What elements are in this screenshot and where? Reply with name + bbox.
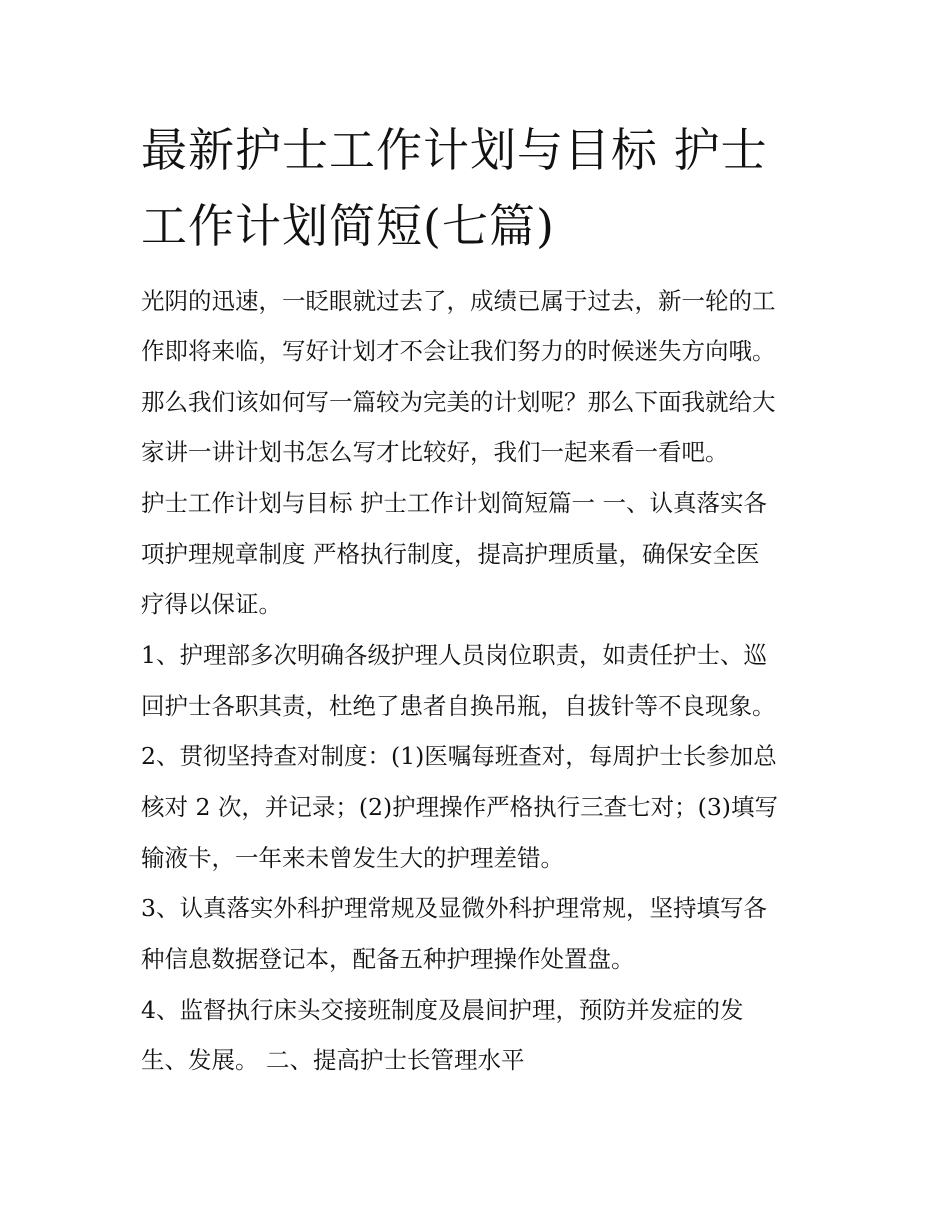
text-line: 1、护理部多次明确各级护理人员岗位职责，如责任护士、巡	[141, 641, 767, 669]
title-line-1: 最新护士工作计划与目标 护士	[141, 123, 768, 177]
text-line: 3、认真落实外科护理常规及显微外科护理常规，坚持填写各	[141, 894, 767, 922]
text-line: 2、贯彻坚持查对制度：(1)医嘱每班查对，每周护士长参加总	[141, 742, 777, 770]
text-line: 作即将来临，写好计划才不会让我们努力的时候迷失方向哦。	[141, 337, 776, 365]
text-line: 生、发展。 二、提高护士长管理水平	[141, 1046, 525, 1074]
title-line-2: 工作计划简短(七篇)	[141, 199, 555, 253]
text-line: 疗得以保证。	[141, 590, 282, 618]
text-line: 光阴的迅速，一眨眼就过去了，成绩已属于过去，新一轮的工	[141, 287, 776, 315]
text-line: 家讲一讲计划书怎么写才比较好，我们一起来看一看吧。	[141, 438, 729, 466]
text-line: 核对 2 次，并记录；(2)护理操作严格执行三查七对；(3)填写	[141, 793, 778, 821]
text-line: 护士工作计划与目标 护士工作计划简短篇一 一、认真落实各	[141, 489, 767, 517]
text-line: 回护士各职其责，杜绝了患者自换吊瓶，自拔针等不良现象。	[141, 692, 776, 720]
text-line: 输液卡，一年来未曾发生大的护理差错。	[141, 844, 564, 872]
text-line: 4、监督执行床头交接班制度及晨间护理，预防并发症的发	[141, 996, 744, 1024]
text-line: 种信息数据登记本，配备五种护理操作处置盘。	[141, 945, 635, 973]
document-title	[141, 112, 821, 264]
text-line: 项护理规章制度 严格执行制度，提高护理质量，确保安全医	[141, 540, 760, 568]
text-line: 那么我们该如何写一篇较为完美的计划呢？那么下面我就给大	[141, 388, 776, 416]
